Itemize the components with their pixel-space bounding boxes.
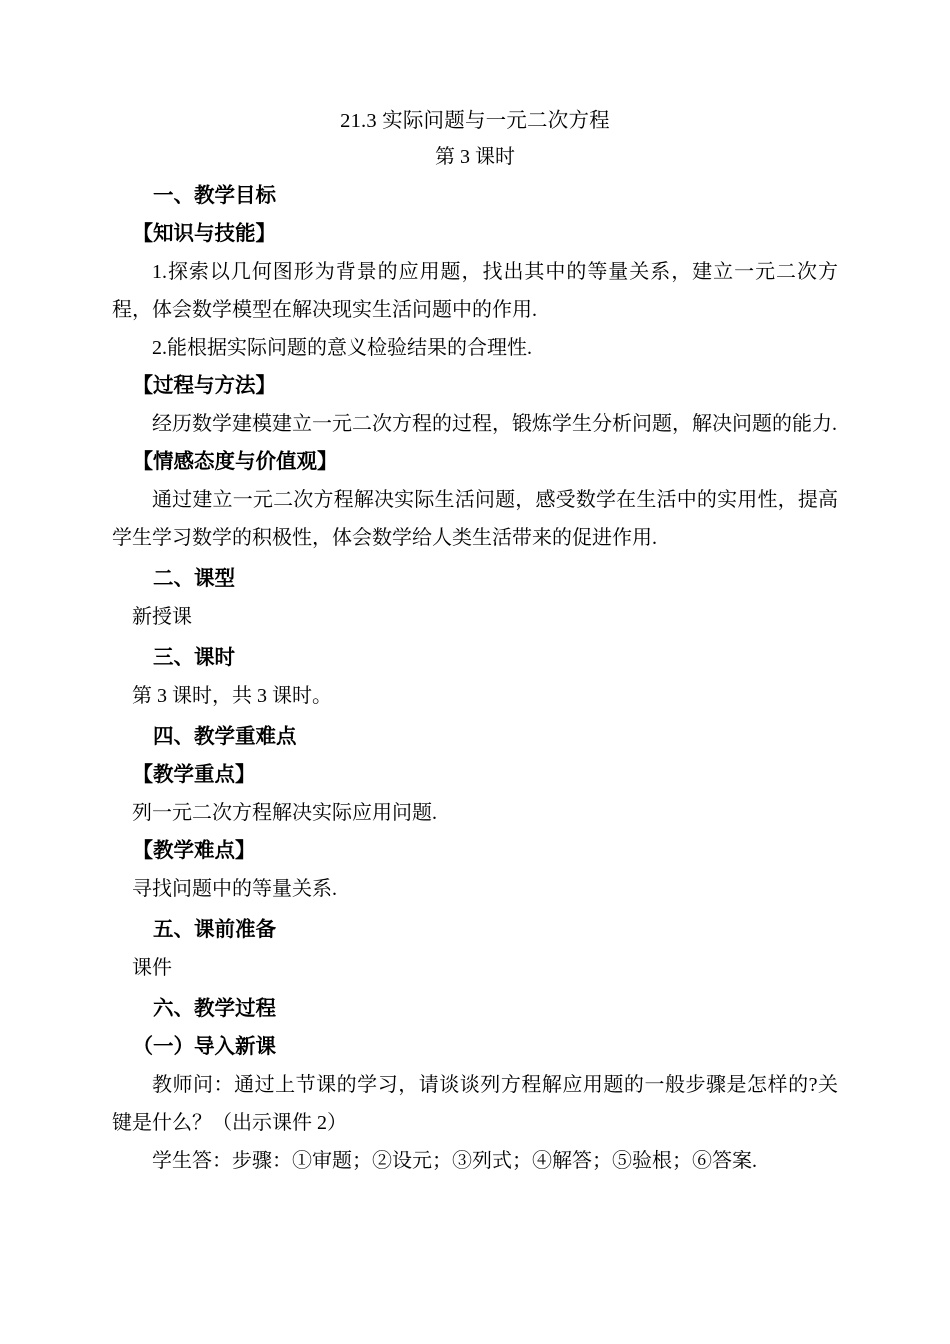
section-heading: 五、课前准备 xyxy=(153,919,276,941)
paragraph: 通过建立一元二次方程解决实际生活问题，感受数学在生活中的实用性，提高学生学习数学的积极性，体会数学给人类生活带来的促进作用. xyxy=(112,489,838,549)
paragraph: 2.能根据实际问题的意义检验结果的合理性. xyxy=(152,337,532,359)
paragraph: 学生答：步骤：①审题；②设元；③列式；④解答；⑤验根；⑥答案. xyxy=(152,1150,757,1172)
section-heading: 四、教学重难点 xyxy=(153,726,297,748)
subsection-heading: （一）导入新课 xyxy=(132,1036,276,1058)
paragraph: 新授课 xyxy=(132,606,192,628)
subsection-label: 【教学重点】 xyxy=(132,764,256,786)
subsection-label: 【教学难点】 xyxy=(132,840,256,862)
paragraph: 第 3 课时，共 3 课时。 xyxy=(132,685,332,707)
document-subtitle: 第 3 课时 xyxy=(435,146,515,168)
section-heading: 六、教学过程 xyxy=(153,998,276,1020)
paragraph: 教师问：通过上节课的学习，请谈谈列方程解应用题的一般步骤是怎样的?关键是什么？（出示课件 2） xyxy=(112,1074,838,1134)
section-heading: 二、课型 xyxy=(153,568,235,590)
section-heading: 三、课时 xyxy=(153,647,235,669)
subsection-label: 【情感态度与价值观】 xyxy=(132,451,338,473)
paragraph: 寻找问题中的等量关系. xyxy=(132,878,337,900)
paragraph: 列一元二次方程解决实际应用问题. xyxy=(132,802,437,824)
section-heading: 一、教学目标 xyxy=(153,185,276,207)
document-title: 21.3 实际问题与一元二次方程 xyxy=(340,110,610,132)
paragraph: 课件 xyxy=(132,957,172,979)
subsection-label: 【过程与方法】 xyxy=(132,375,276,397)
paragraph: 经历数学建模建立一元二次方程的过程，锻炼学生分析问题，解决问题的能力. xyxy=(152,413,837,435)
subsection-label: 【知识与技能】 xyxy=(132,223,276,245)
paragraph: 1.探索以几何图形为背景的应用题，找出其中的等量关系，建立一元二次方程，体会数学模型在解决现实生活问题中的作用. xyxy=(112,261,838,321)
